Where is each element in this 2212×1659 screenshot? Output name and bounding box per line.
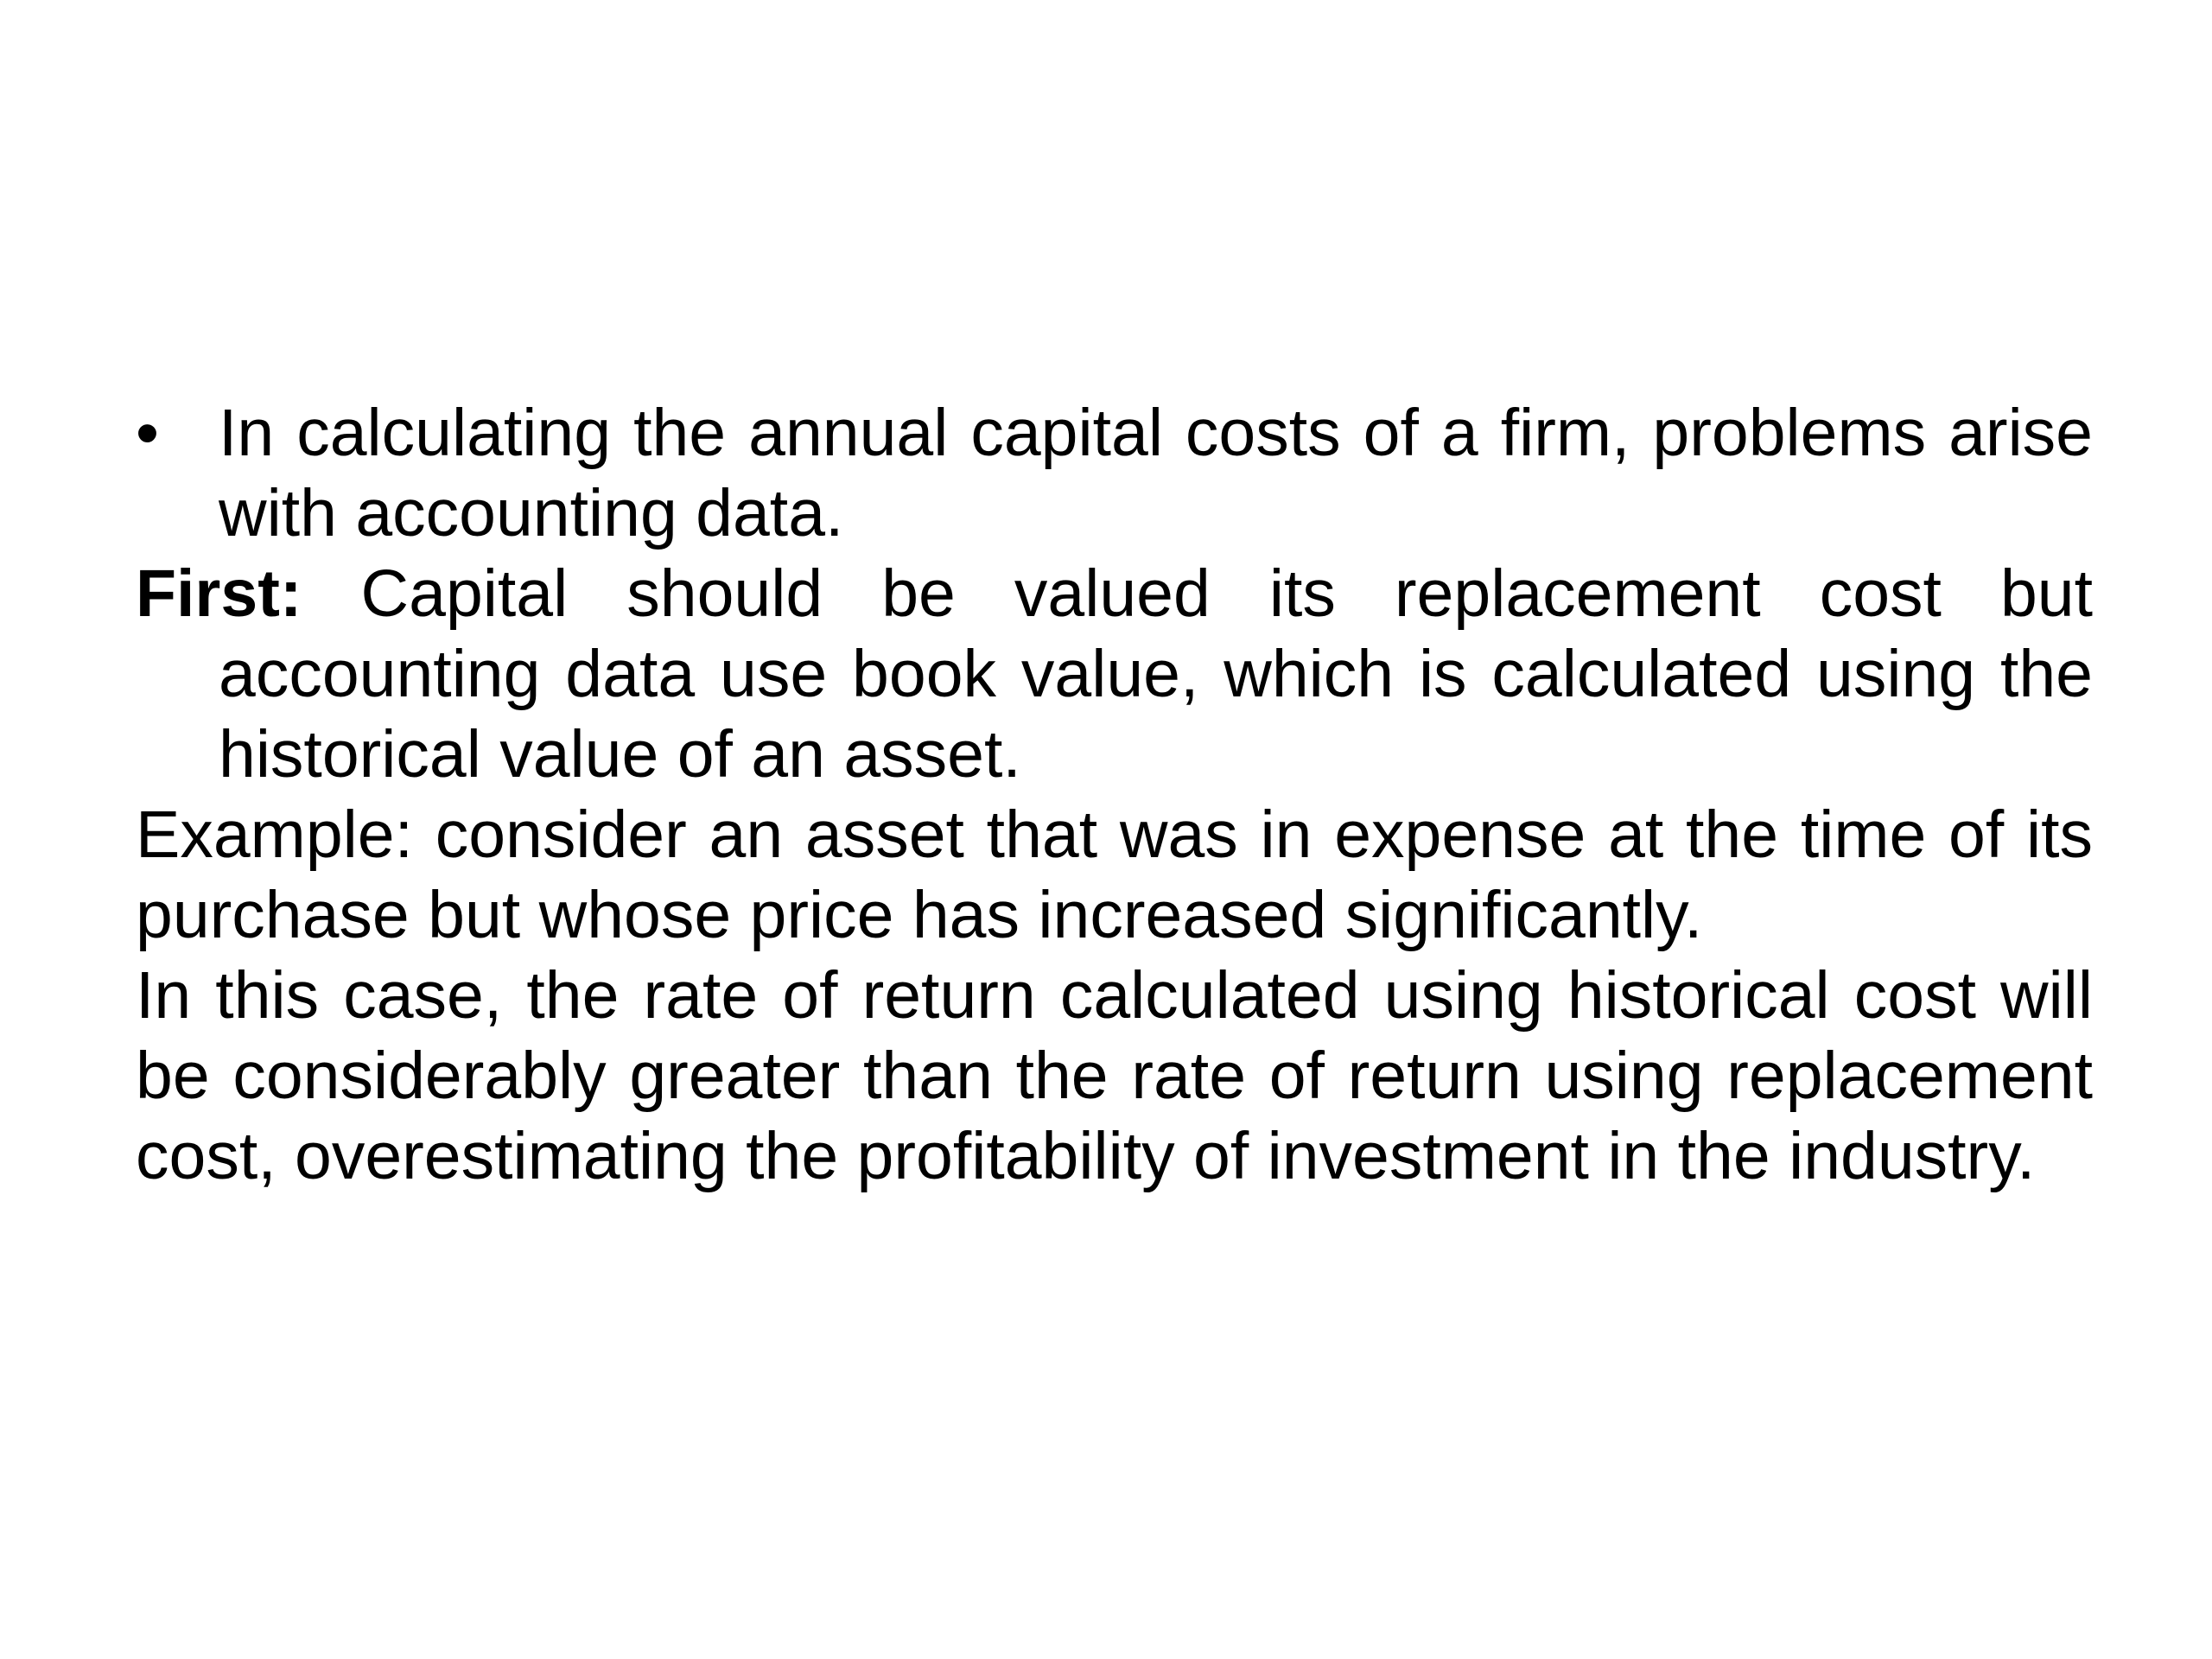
first-text: Capital should be valued its replacement cost but accounting data use book value, which is calculated using the historical value of an asset. — [219, 556, 2093, 791]
bullet-text: In calculating the annual capital costs of a firm, problems arise with accounting data. — [219, 396, 2093, 550]
first-label: First: — [136, 556, 302, 631]
example-paragraph: Example: consider an asset that was in expense at the time of its purchase but whose price has increased significantly. — [136, 798, 2093, 952]
first-paragraph — [136, 554, 2093, 795]
slide-body — [136, 393, 2093, 1197]
bullet-paragraph — [136, 393, 2093, 554]
bullet-icon: • — [136, 396, 159, 470]
conclusion-paragraph: In this case, the rate of return calculated using historical cost will be considerably greater than the rate of return using replacement cost, overestimating the profitability of investment in the industry. — [136, 958, 2093, 1193]
